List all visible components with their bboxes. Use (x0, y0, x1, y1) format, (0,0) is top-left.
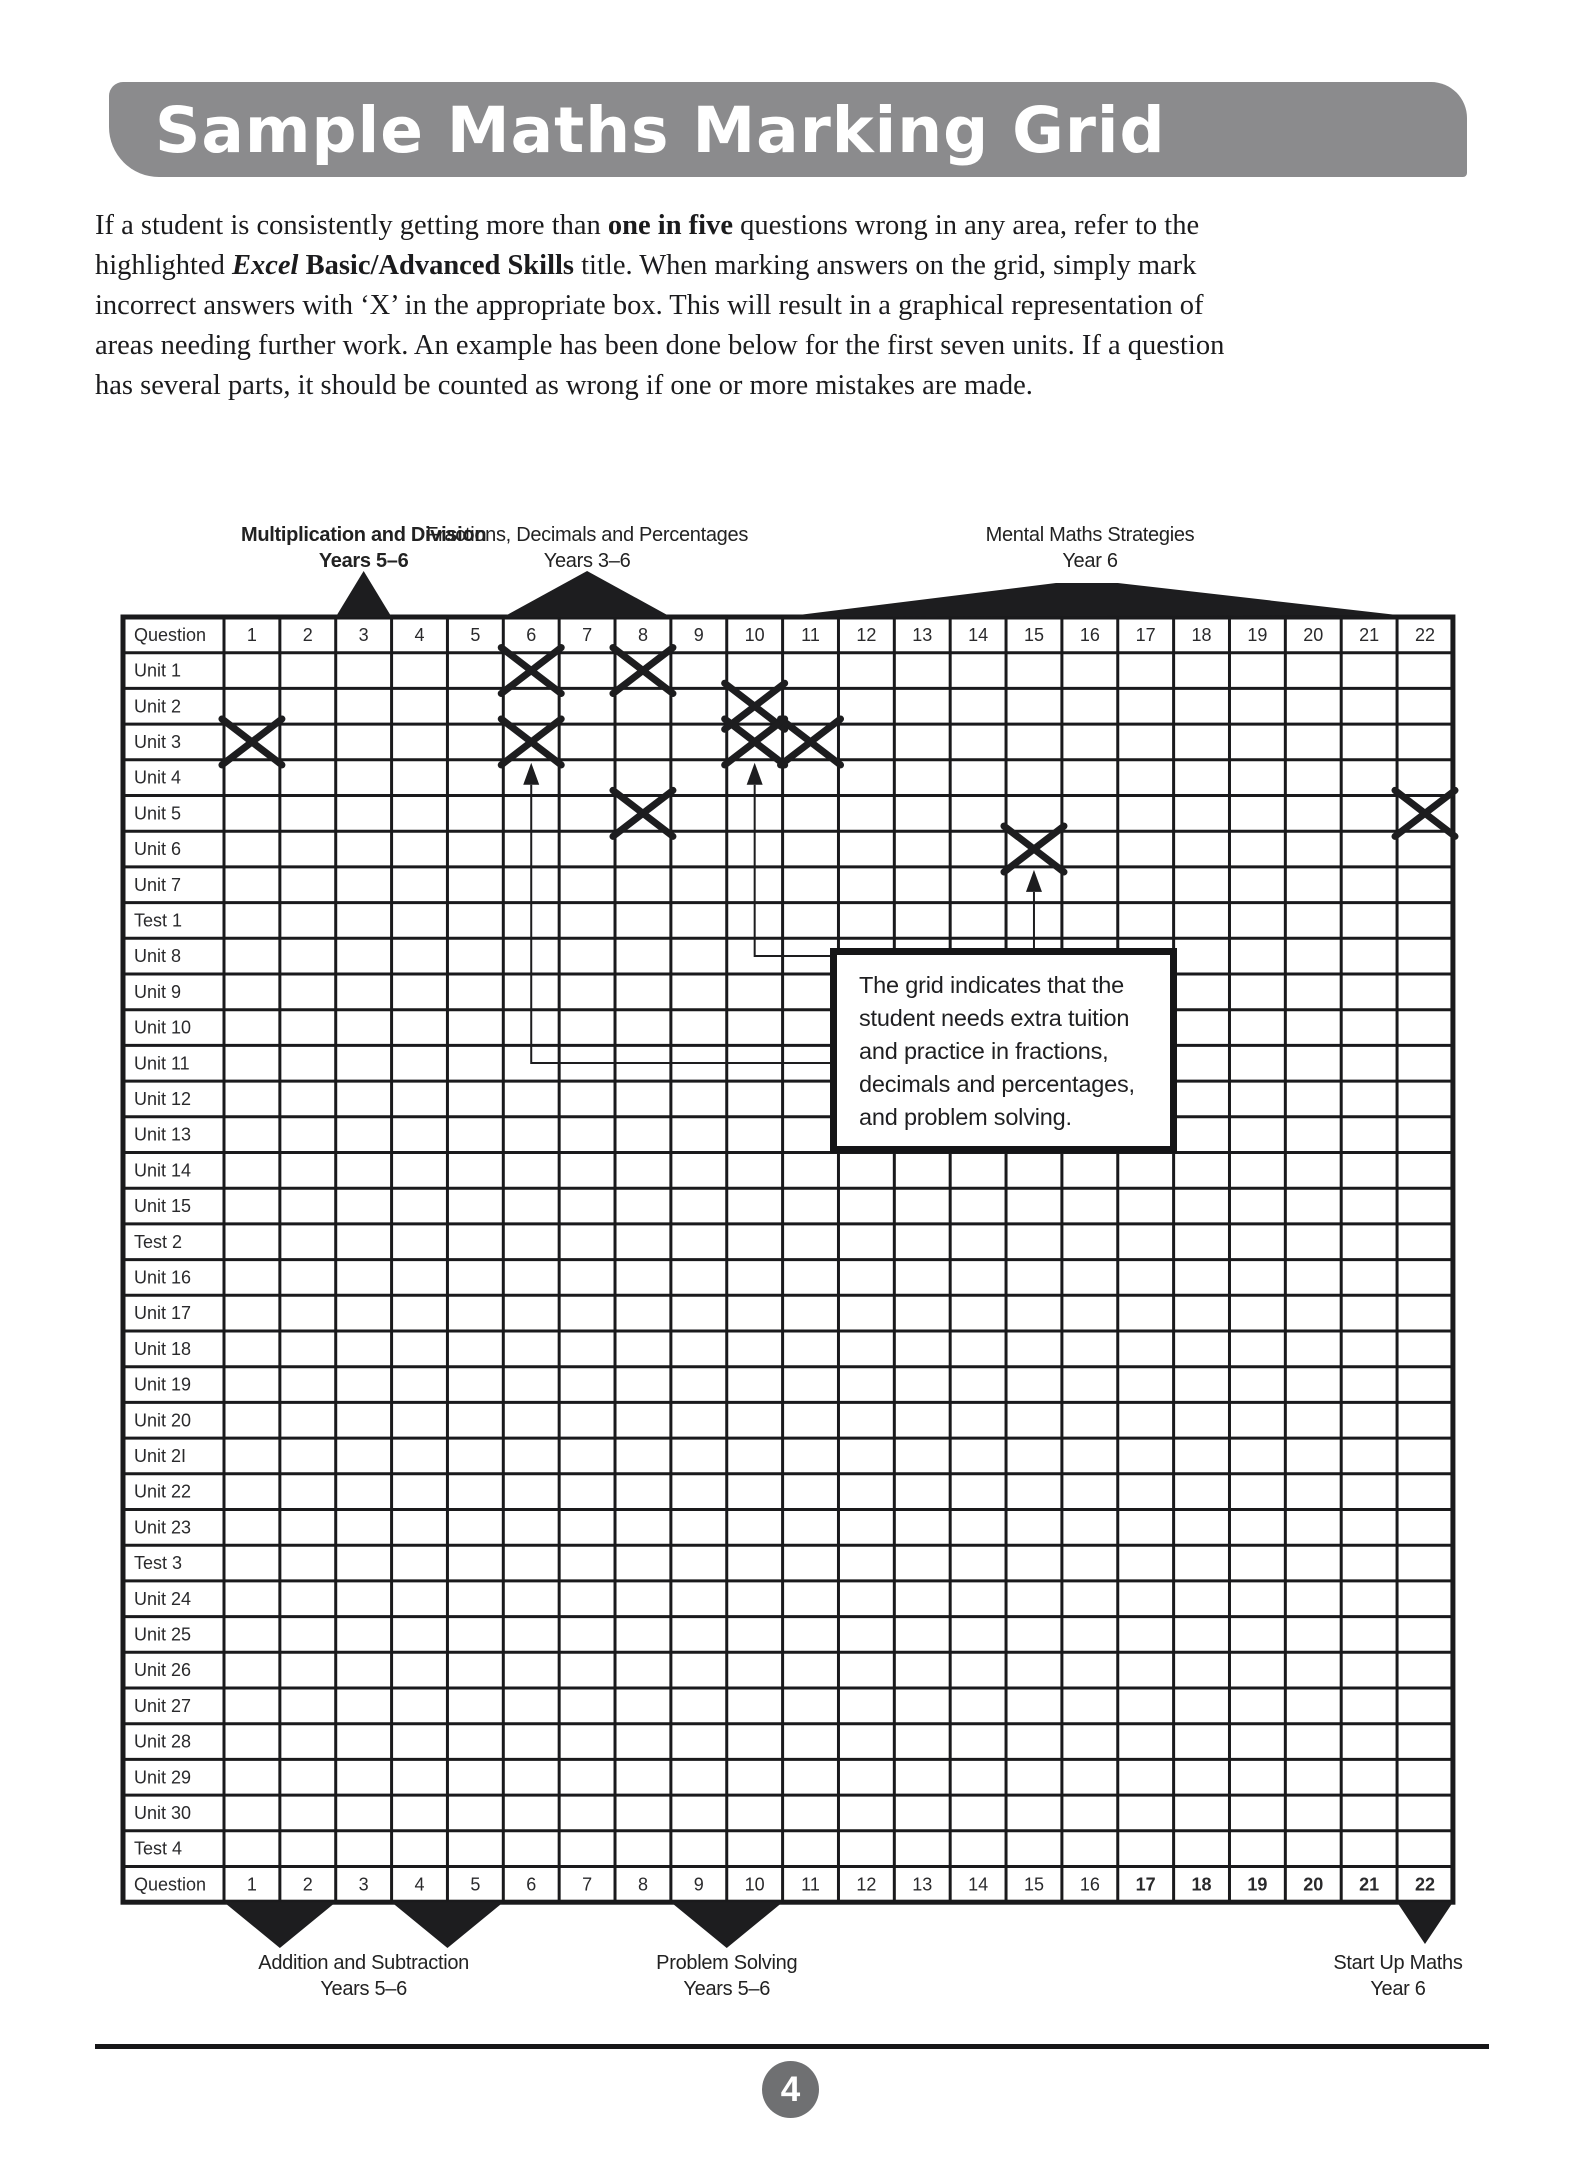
grid-question-number-footer: 18 (1191, 1874, 1212, 1895)
grid-row-label: Unit 1 (134, 660, 182, 681)
bottom-callout-label (656, 1950, 797, 2002)
x-mark (613, 790, 673, 836)
intro-text-run: title. When marking answers on the grid, simply mark (574, 250, 1197, 281)
grid-question-number: 14 (968, 624, 989, 645)
grid-question-number-footer: 3 (358, 1874, 369, 1895)
grid-question-number-footer: 7 (582, 1874, 593, 1895)
grid-question-number: 5 (470, 624, 481, 645)
grid-question-number: 15 (1023, 624, 1044, 645)
x-mark (613, 648, 673, 694)
grid-question-number-footer: 12 (856, 1874, 877, 1895)
grid-question-number-footer: 5 (470, 1874, 481, 1895)
grid-question-number: 9 (693, 624, 704, 645)
note-box (830, 948, 1177, 1153)
grid-row-label: Unit 6 (134, 839, 182, 860)
grid-question-number-footer: 4 (414, 1874, 425, 1895)
bottom-callout-label-subtitle: Years 5–6 (683, 1978, 771, 2000)
intro-text-run: areas needing further work. An example has been done below for the first seven units. If a question (95, 330, 1225, 361)
grid-row-label: Unit 28 (134, 1731, 192, 1752)
grid-question-number: 10 (744, 624, 765, 645)
top-callout-label-title: Mental Maths Strategies (985, 524, 1195, 546)
top-callout-label-title: Multiplication and Division (241, 524, 487, 546)
x-mark (501, 719, 561, 765)
grid-question-number-footer: 20 (1303, 1874, 1324, 1895)
x-mark (781, 719, 841, 765)
grid-question-number-footer: 13 (912, 1874, 933, 1895)
note-line: The grid indicates that the (859, 972, 1125, 998)
grid-question-number: 16 (1079, 624, 1100, 645)
bottom-callout-label-subtitle: Year 6 (1370, 1978, 1426, 2000)
grid-row-label: Test 2 (134, 1231, 183, 1252)
grid-question-number-footer: 6 (526, 1874, 537, 1895)
grid-question-number-footer: 15 (1023, 1874, 1044, 1895)
footer-rule (95, 2044, 1489, 2049)
top-callout-label-subtitle: Year 6 (1062, 550, 1118, 572)
grid-question-number-footer: 9 (693, 1874, 704, 1895)
grid-row-label: Unit 24 (134, 1588, 192, 1609)
intro-text-run: questions wrong in any area, refer to the (732, 210, 1200, 241)
grid-row-label: Unit 18 (134, 1338, 192, 1359)
x-mark (1004, 826, 1064, 872)
bottom-callout-pointer (671, 1902, 783, 1948)
bottom-callout-label-title: Addition and Subtraction (258, 1952, 470, 1974)
grid-row-label: Unit 19 (134, 1374, 192, 1395)
grid-question-number-footer: 16 (1079, 1874, 1100, 1895)
x-mark (222, 719, 282, 765)
grid-question-number-footer: 19 (1247, 1874, 1268, 1895)
grid-question-number: 8 (637, 624, 648, 645)
note-line: and problem solving. (859, 1104, 1072, 1130)
grid-question-number: 2 (302, 624, 313, 645)
grid-row-label: Unit 25 (134, 1624, 192, 1645)
top-callout-label (986, 522, 1195, 574)
grid-question-number: 19 (1247, 624, 1268, 645)
note-arrow-line (755, 785, 830, 956)
grid-question-number-footer: 17 (1135, 1874, 1156, 1895)
grid-row-label: Unit 7 (134, 874, 182, 895)
grid-question-number: 11 (801, 624, 820, 645)
intro-text-run: If a student is consistently getting more than (95, 210, 608, 241)
bottom-callout-pointer (224, 1902, 336, 1948)
top-callout-pointer (336, 571, 392, 617)
grid-row-label: Unit 2 (134, 696, 182, 717)
grid-question-number: 3 (358, 624, 369, 645)
grid-row-label: Unit 11 (134, 1053, 190, 1074)
page-title: Sample Maths Marking Grid (155, 94, 1166, 167)
intro-text-run: has several parts, it should be counted as wrong if one or more mistakes are made. (95, 370, 1033, 401)
grid-question-number-footer: 2 (302, 1874, 313, 1895)
grid-row-label: Unit 4 (134, 767, 182, 788)
note-arrow-head-icon (747, 763, 763, 785)
grid-row-label: Test 4 (134, 1838, 183, 1859)
grid-question-number-footer: 22 (1414, 1874, 1436, 1895)
intro-text-run: Excel (231, 250, 299, 281)
top-callout-pointer (783, 583, 1397, 617)
grid-row-label: Unit 8 (134, 946, 182, 967)
grid-lines (123, 617, 1453, 1902)
grid-question-number: 20 (1303, 624, 1324, 645)
grid-question-number-footer: 14 (968, 1874, 989, 1895)
x-mark (725, 719, 785, 765)
grid-row-label: Unit 15 (134, 1196, 192, 1217)
intro-text-run: one in five (607, 210, 733, 241)
bottom-callout-label-subtitle: Years 5–6 (320, 1978, 407, 2000)
note-arrow-head-icon (523, 763, 539, 785)
grid-row-label: Unit 10 (134, 1017, 192, 1038)
page-number: 4 (780, 2070, 801, 2109)
grid-row-label: Unit 12 (134, 1088, 192, 1109)
grid-question-number-footer: 21 (1359, 1874, 1380, 1895)
grid-question-number: 1 (246, 624, 257, 645)
grid-question-number: 22 (1414, 624, 1436, 645)
grid-question-number-footer: 10 (744, 1874, 765, 1895)
grid-row-label: Unit 30 (134, 1802, 192, 1823)
grid-row-label: Unit 23 (134, 1517, 192, 1538)
top-callout-label-subtitle: Years 5–6 (318, 550, 409, 572)
grid-question-number: 7 (582, 624, 593, 645)
grid-row-label: Unit 20 (134, 1410, 192, 1431)
bottom-callout-pointer (1397, 1902, 1453, 1944)
grid-question-number: 21 (1359, 624, 1380, 645)
grid-row-label: Unit 3 (134, 731, 182, 752)
grid-row-label: Unit 22 (134, 1481, 192, 1502)
x-mark (1395, 790, 1455, 836)
grid-question-number: 18 (1191, 624, 1212, 645)
grid-question-number: 17 (1135, 624, 1156, 645)
bottom-callout-label (258, 1950, 469, 2002)
top-callout-label-title: Fractions, Decimals and Percentages (426, 524, 749, 546)
bottom-callout-label-title: Problem Solving (656, 1952, 798, 1974)
top-callout-label (426, 522, 748, 574)
note-line: and practice in fractions, (859, 1038, 1109, 1064)
grid-row-label: Unit 16 (134, 1267, 192, 1288)
grid-row-label: Unit 2I (134, 1445, 187, 1466)
grid-question-number: 6 (526, 624, 537, 645)
grid-question-number: 13 (912, 624, 933, 645)
intro-text-run: incorrect answers with ‘X’ in the appropriate box. This will result in a graphical representation of (95, 290, 1204, 321)
grid-question-number: 4 (414, 624, 425, 645)
grid-row-label: Unit 14 (134, 1160, 192, 1181)
grid-corner-label: Question (134, 624, 207, 645)
note-arrow-head-icon (1026, 870, 1042, 892)
grid-row-label: Unit 17 (134, 1303, 192, 1324)
grid-question-number-footer: 11 (801, 1874, 820, 1895)
intro-text-run: highlighted (95, 250, 232, 281)
bottom-callout-pointer (392, 1902, 504, 1948)
bottom-callout-label (1333, 1950, 1462, 2002)
page-number-badge (762, 2061, 819, 2118)
grid-row-label: Unit 13 (134, 1124, 192, 1145)
grid-footer-corner-label: Question (134, 1874, 207, 1895)
bottom-callout-label-title: Start Up Maths (1333, 1952, 1463, 1974)
grid-row-label: Test 3 (134, 1553, 183, 1574)
top-callout-pointer (503, 571, 671, 617)
note-line: decimals and percentages, (859, 1071, 1135, 1097)
grid-question-number: 12 (856, 624, 877, 645)
note-arrow-line (531, 785, 830, 1063)
grid-row-label: Unit 27 (134, 1695, 192, 1716)
note-line: student needs extra tuition (859, 1005, 1130, 1031)
grid-row-label: Unit 5 (134, 803, 182, 824)
intro-text-run: Basic/Advanced Skills (305, 250, 575, 281)
x-mark (501, 648, 561, 694)
grid-row-label: Unit 29 (134, 1767, 192, 1788)
top-callout-label-subtitle: Years 3–6 (543, 550, 631, 572)
grid-row-label: Unit 26 (134, 1660, 192, 1681)
grid-row-label: Test 1 (134, 910, 183, 931)
grid-question-number-footer: 1 (246, 1874, 257, 1895)
grid-question-number-footer: 8 (637, 1874, 648, 1895)
grid-row-label: Unit 9 (134, 981, 182, 1002)
